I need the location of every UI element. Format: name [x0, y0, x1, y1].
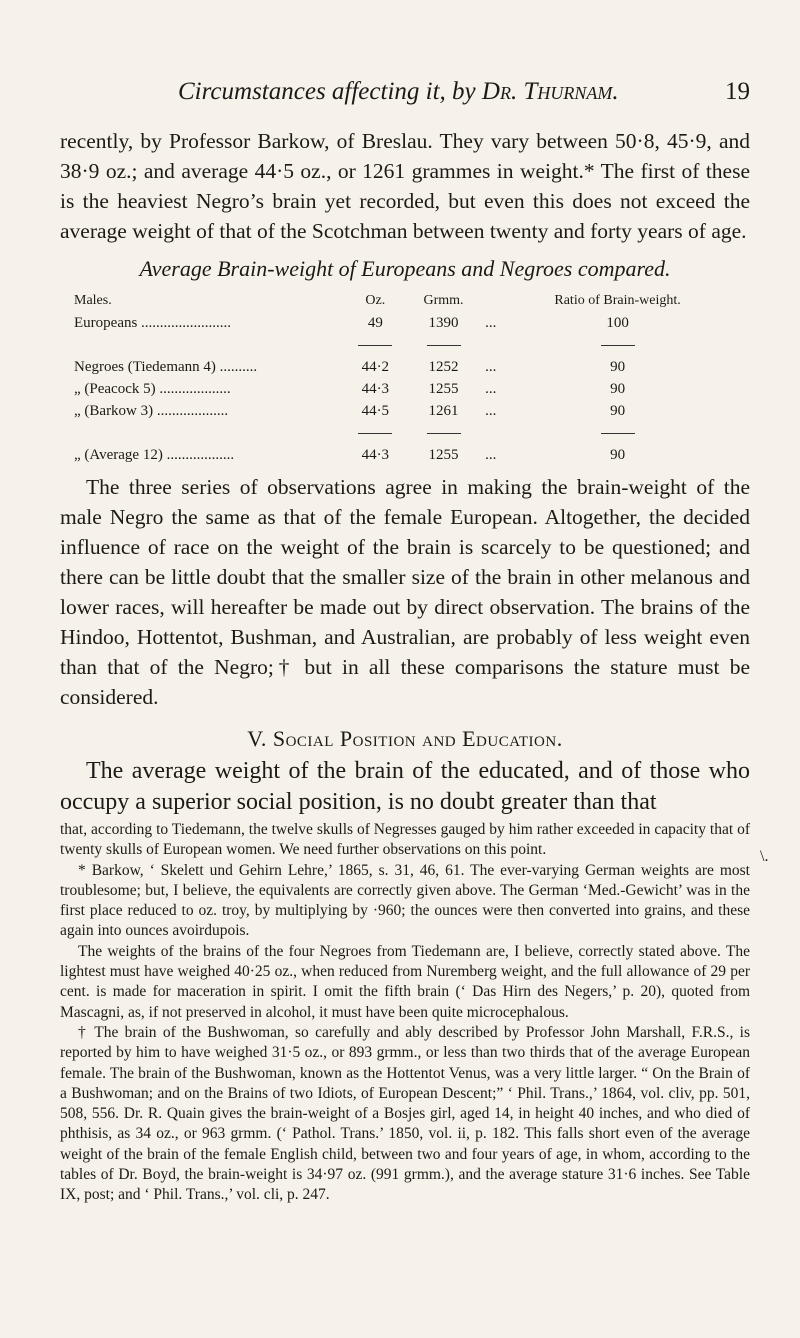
- row-name: Negroes (Tiedemann 4) ..........: [74, 359, 258, 375]
- table-row: [74, 312, 734, 334]
- header-grmm: Grmm.: [423, 293, 464, 308]
- paragraph-intro: recently, by Professor Barkow, of Breslau. They vary between 50·8, 45·9, and 38·9 oz.; and average 44·5 oz., or 1261 grammes in weight.* The first of these is the heaviest Negro’s brain yet recorded, but even this does not exceed the average weight of that of the Scotchman between twenty and forty years of age.: [60, 129, 750, 243]
- row-ratio: 100: [606, 315, 629, 331]
- row-name: „ (Average 12) ..................: [74, 447, 235, 463]
- page-number: 19: [725, 78, 750, 105]
- row-ratio: 90: [610, 447, 626, 463]
- table-row: [74, 378, 734, 400]
- row-oz: 44·3: [361, 447, 390, 463]
- row-grmm: 1261: [428, 403, 459, 419]
- table-rule-row: [74, 334, 734, 356]
- row-ratio: 90: [610, 403, 626, 419]
- section-title: Social Position and Education.: [272, 726, 563, 751]
- row-name: „ (Peacock 5) ...................: [74, 381, 231, 397]
- header-oz: Oz.: [365, 293, 386, 308]
- row-grmm: 1390: [428, 315, 459, 331]
- running-head-title: Circumstances affecting it, by: [178, 78, 482, 105]
- footnote-continuation: that, according to Tiedemann, the twelve skulls of Negresses gauged by him rather exceeded in capacity that of twenty skulls of European women. We need further observations on this point.: [60, 821, 750, 859]
- row-oz: 44·5: [361, 403, 390, 419]
- footnotes: [60, 820, 750, 1206]
- section-numeral: V.: [247, 726, 267, 751]
- running-head: [178, 78, 750, 106]
- row-name: Europeans ........................: [74, 315, 232, 331]
- table-row: [74, 400, 734, 422]
- section-heading: [60, 726, 750, 752]
- footnote-tiedemann: The weights of the brains of the four Negroes from Tiedemann are, I believe, correctly stated above. The lightest must have weighed 40·25 oz., when reduced from Nuremberg weight, and the full allowance of 29 per cent. is made for maceration in spirit. I omit the fifth brain (‘ Das Hirn des Negers,’ p. 20), quoted from Mascagni, as, if not preserved in alcohol, it must have been quite microcephalous.: [60, 942, 750, 1021]
- page-body: [60, 126, 750, 1206]
- header-ratio: Ratio of Brain-weight.: [554, 293, 681, 308]
- row-ratio: 90: [610, 381, 626, 397]
- row-dots: ...: [485, 381, 497, 397]
- header-males: Males.: [74, 293, 112, 308]
- row-grmm: 1255: [428, 447, 459, 463]
- row-oz: 44·2: [361, 359, 390, 375]
- table-title: Average Brain-weight of Europeans and Negroes compared.: [139, 256, 671, 281]
- row-dots: ...: [485, 403, 497, 419]
- footnote-star: * Barkow, ‘ Skelett und Gehirn Lehre,’ 1865, s. 31, 46, 61. The ever-varying German weights are most troublesome; but, I believe, the equivalents are correctly given above. The German ‘Med.-Gewicht’ was in the first place reduced to oz. troy, by multiplying by ·960; the ounces were then converted into grains, and these again into ounces avoirdupois.: [60, 861, 750, 940]
- row-oz: 49: [367, 315, 383, 331]
- row-oz: 44·3: [361, 381, 390, 397]
- row-dots: ...: [485, 447, 497, 463]
- brain-weight-table: [74, 290, 734, 466]
- header-dots: [480, 290, 501, 312]
- row-ratio: 90: [610, 359, 626, 375]
- paragraph-series: The three series of observations agree in making the brain-weight of the male Negro the same as that of the female European. Altogether, the decided influence of race on the weight of the brain is scarcely to be questioned; and there can be little doubt that the smaller size of the brain in other melanous and lower races, will hereafter be made out by direct observation. The brains of the Hindoo, Hottentot, Bushman, and Australian, are probably of less weight even than that of the Negro;† but in all these comparisons the stature must be considered.: [60, 475, 750, 709]
- table-header-row: [74, 290, 734, 312]
- margin-mark: \.: [760, 848, 769, 865]
- paragraph-social: The average weight of the brain of the educated, and of those who occupy a superior social position, is no doubt greater than that: [60, 758, 750, 815]
- table-row: [74, 444, 734, 466]
- row-grmm: 1255: [428, 381, 459, 397]
- footnote-dagger: † The brain of the Bushwoman, so carefully and ably described by Professor John Marshall, F.R.S., is reported by him to have weighed 31·5 oz., or 893 grmm., or less than two thirds that of the average European female. The brain of the Bushwoman, known as the Hottentot Venus, was a very little larger. “ On the Brain of a Bushwoman; and on the Brains of two Idiots, of European Descent;” ‘ Phil. Trans.,’ 1864, vol. cliv, pp. 501, 508, 556. Dr. R. Quain gives the brain-weight of a Bosjes girl, aged 14, in height 40 inches, and who died of phthisis, as 34 oz., or 963 grmm. (‘ Pathol. Trans.’ 1850, vol. ii, p. 182. This falls short even of the average weight of the brain of the female English child, between two and four years of age, in whom, according to the tables of Dr. Boyd, the brain-weight is 34·97 oz. (991 grmm.), and the average stature 31·6 inches. See Table IX, post; and ‘ Phil. Trans.,’ vol. cli, p. 247.: [60, 1023, 750, 1204]
- row-dots: ...: [485, 359, 497, 375]
- row-name: „ (Barkow 3) ...................: [74, 403, 229, 419]
- running-head-author: Dr. Thurnam.: [481, 78, 619, 105]
- table-row: [74, 356, 734, 378]
- row-grmm: 1252: [428, 359, 459, 375]
- table-rule-row: [74, 422, 734, 444]
- row-dots: ...: [485, 315, 497, 331]
